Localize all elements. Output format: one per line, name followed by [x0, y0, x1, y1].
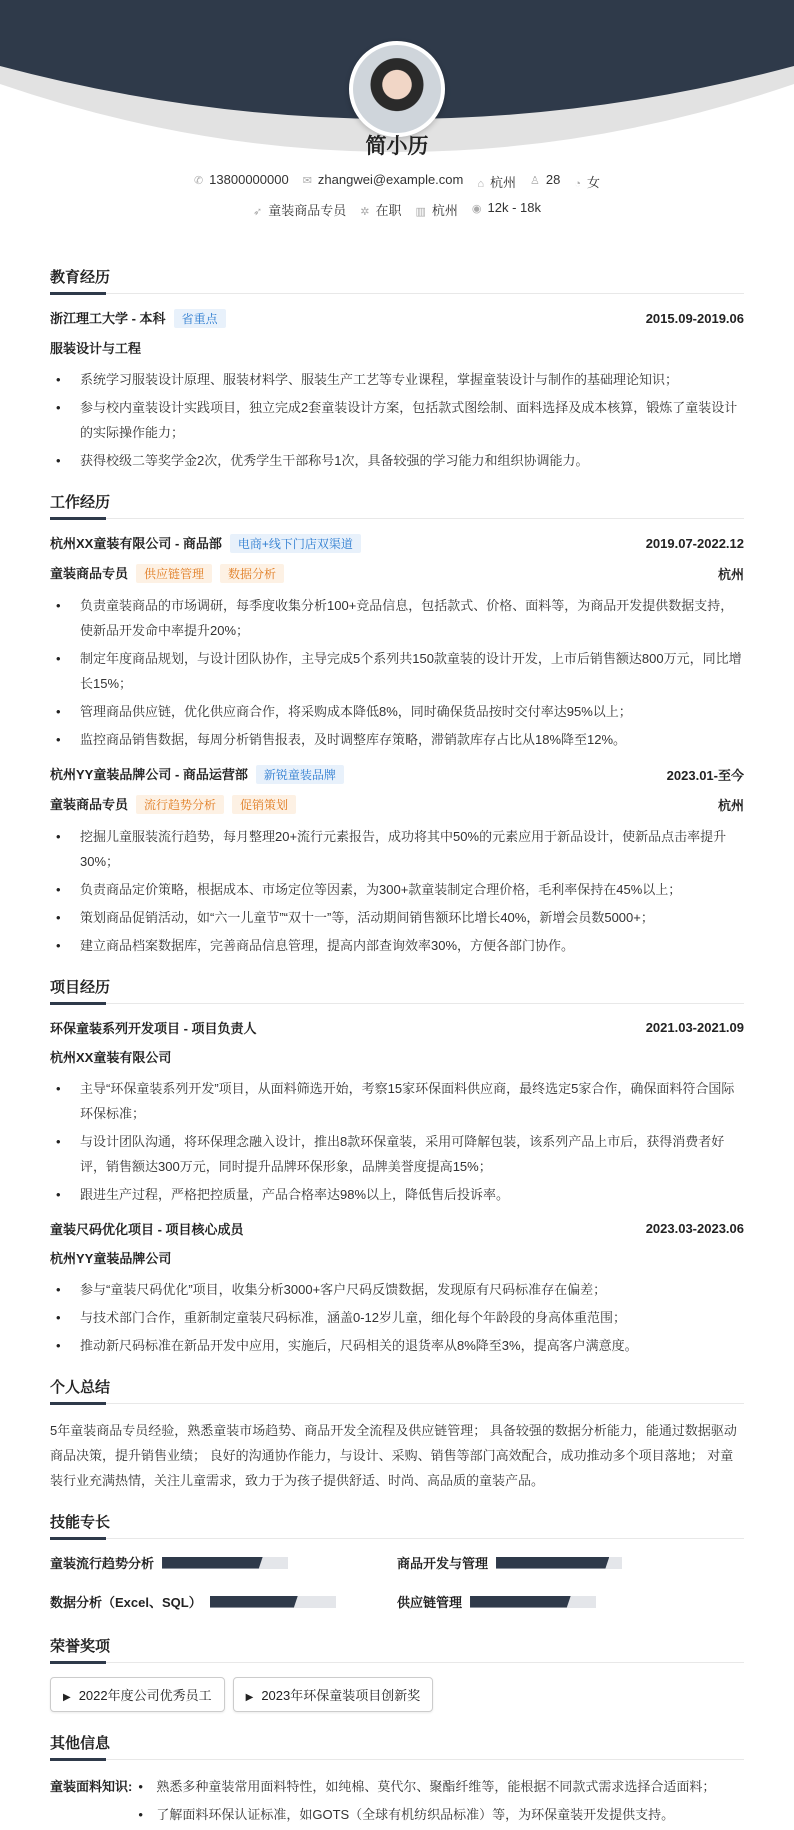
company: 杭州XX童装有限公司 - 商品部 — [50, 536, 222, 551]
gender: 女 — [587, 175, 601, 190]
project-entry — [50, 1219, 744, 1358]
summary-text: 5年童装商品专员经验，熟悉童装市场趋势、商品开发全流程及供应链管理； 具备较强的数据分析能力，能通过数据驱动商品决策，提升销售业绩； 良好的沟通协作能力，与设计、采购、销售等部门高效配合，成功推动多个项目落地； 对童装行业充满热情，关注儿童需求，致力于为孩子提供舒适、时尚、高品质的童装产品。 — [50, 1423, 737, 1488]
contact-row — [0, 172, 794, 191]
skill-item — [397, 1592, 744, 1611]
skill-bar-fill — [210, 1596, 298, 1608]
project-name: 环保童装系列开发项目 - 项目负责人 — [50, 1021, 257, 1036]
section-projects: 项目经历 — [50, 976, 744, 1004]
status-icon: ✲ — [360, 206, 370, 218]
section-other: 其他信息 — [50, 1732, 744, 1760]
list-item: • 策划商品促销活动，如“六一儿童节”“双十一”等，活动期间销售额环比增长40%，新增会员数5000+； — [50, 905, 744, 930]
skill-bar — [496, 1557, 622, 1569]
project-org: 杭州YY童装品牌公司 — [50, 1251, 172, 1266]
company-tag: 新锐童装品牌 — [256, 765, 344, 784]
status: 在职 — [375, 203, 402, 218]
skill-tag: 流行趋势分析 — [136, 795, 224, 814]
section-skills: 技能专长 — [50, 1511, 744, 1539]
list-item: • 参与“童装尺码优化”项目，收集分析3000+客户尺码反馈数据，发现原有尺码标准存在偏差； — [50, 1277, 744, 1302]
award-item: ▶ 2023年环保童装项目创新奖 — [233, 1677, 434, 1712]
age-icon: ♙ — [530, 175, 540, 187]
project-date: 2021.03-2021.09 — [645, 1020, 744, 1035]
age: 28 — [545, 172, 561, 187]
list-item: • 建立商品档案数据库，完善商品信息管理，提高内部查询效率30%，方便各部门协作。 — [50, 933, 744, 958]
job-entry — [50, 764, 744, 958]
job-entry — [50, 533, 744, 752]
gender-icon: ◔ — [574, 178, 582, 190]
list-item: • 监控商品销售数据，每周分析销售报表，及时调整库存策略，滞销款库存占比从18%降至12%。 — [50, 727, 744, 752]
skill-name: 商品开发与管理 — [397, 1556, 489, 1571]
skill-name: 数据分析（Excel、SQL） — [50, 1595, 202, 1610]
list-item: • 系统学习服装设计原理、服装材料学、服装生产工艺等专业课程，掌握童装设计与制作的基础理论知识； — [50, 367, 744, 392]
award-item: ▶ 2022年度公司优秀员工 — [50, 1677, 225, 1712]
section-summary: 个人总结 — [50, 1376, 744, 1404]
section-work: 工作经历 — [50, 491, 744, 519]
list-item: • 负责商品定价策略，根据成本、市场定位等因素，为300+款童装制定合理价格，毛利率保持在45%以上； — [50, 877, 744, 902]
city: 杭州 — [431, 203, 458, 218]
education-list — [50, 367, 744, 473]
job-city: 杭州 — [717, 566, 744, 582]
list-item: • 管理商品供应链，优化供应商合作，将采购成本降低8%，同时确保货品按时交付率达95%以上； — [50, 699, 744, 724]
skill-bar — [162, 1557, 288, 1569]
project-name: 童装尺码优化项目 - 项目核心成员 — [50, 1222, 244, 1237]
list-item: • 跟进生产过程，严格把控质量，产品合格率达98%以上，降低售后投诉率。 — [50, 1182, 744, 1207]
list-item: • 了解面料环保认证标准，如GOTS（全球有机纺织品标准）等，为环保童装开发提供支持。 — [132, 1802, 744, 1827]
send-icon: ➶ — [253, 206, 263, 218]
job-date: 2019.07-2022.12 — [645, 535, 744, 551]
location: 杭州 — [490, 175, 517, 190]
list-item: • 参与校内童装设计实践项目，独立完成2套童装设计方案，包括款式图绘制、面料选择及成本核算，锻炼了童装设计的实际操作能力； — [50, 395, 744, 445]
project-date: 2023.03-2023.06 — [645, 1221, 744, 1236]
section-education: 教育经历 — [50, 266, 744, 294]
list-item: • 与设计团队沟通，将环保理念融入设计，推出8款环保童装，采用可降解包装，该系列产品上市后，获得消费者好评，销售额达300万元，同时提升品牌环保形象，品牌美誉度提高15%； — [50, 1129, 744, 1179]
other-list — [132, 1774, 744, 1830]
job-intent-row — [0, 200, 794, 219]
list-item: • 挖掘儿童服装流行趋势，每月整理20+流行元素报告，成功将其中50%的元素应用于新品设计，使新品点击率提升30%； — [50, 824, 744, 874]
email: zhangwei@example.com — [317, 172, 464, 187]
list-item: • 获得校级二等奖学金2次，优秀学生干部称号1次，具备较强的学习能力和组织协调能力。 — [50, 448, 744, 473]
list-item: • 负责童装商品的市场调研，每季度收集分析100+竞品信息，包括款式、价格、面料等，为商品开发提供数据支持，使新品开发命中率提升20%； — [50, 593, 744, 643]
job-city: 杭州 — [717, 797, 744, 813]
school-tag: 省重点 — [174, 309, 226, 328]
skill-tag: 供应链管理 — [136, 564, 212, 583]
list-item: • 熟悉多种童装常用面料特性，如纯棉、莫代尔、聚酯纤维等，能根据不同款式需求选择合适面料； — [132, 1774, 744, 1799]
job-role: 童装商品专员 — [50, 797, 129, 812]
skill-item — [50, 1592, 397, 1611]
skill-bar-fill — [470, 1596, 571, 1608]
list-item: • 主导“环保童装系列开发”项目，从面料筛选开始，考察15家环保面料供应商，最终选定5家合作，确保面料符合国际环保标准； — [50, 1076, 744, 1126]
home-icon: ⌂ — [477, 178, 485, 190]
list-item: • 推动新尺码标准在新品开发中应用，实施后，尺码相关的退货率从8%降至3%，提高客户满意度。 — [50, 1333, 744, 1358]
school: 浙江理工大学 - 本科 — [50, 311, 166, 326]
phone: 13800000000 — [209, 172, 289, 187]
skill-item — [50, 1553, 397, 1572]
project-entry — [50, 1018, 744, 1207]
skill-name: 童装流行趋势分析 — [50, 1556, 155, 1571]
job-role: 童装商品专员 — [50, 566, 129, 581]
skill-tag: 促销策划 — [232, 795, 296, 814]
skill-tag: 数据分析 — [220, 564, 284, 583]
list-item: • 制定年度商品规划，与设计团队协作，主导完成5个系列共150款童装的设计开发，上市后销售额达800万元，同比增长15%； — [50, 646, 744, 696]
skill-bar — [210, 1596, 336, 1608]
salary-icon: ◉ — [471, 203, 482, 215]
section-awards: 荣誉奖项 — [50, 1635, 744, 1663]
skill-name: 供应链管理 — [397, 1595, 463, 1610]
skill-bar-fill — [496, 1557, 609, 1569]
salary: 12k - 18k — [487, 200, 541, 215]
candidate-name: 简小历 — [365, 135, 429, 158]
skill-item — [397, 1553, 744, 1572]
company: 杭州YY童装品牌公司 - 商品运营部 — [50, 767, 248, 782]
skill-bar — [470, 1596, 596, 1608]
edu-date: 2015.09-2019.06 — [645, 310, 744, 326]
phone-icon: ✆ — [193, 175, 204, 187]
project-org: 杭州XX童装有限公司 — [50, 1050, 172, 1065]
list-item: • 与技术部门合作，重新制定童装尺码标准，涵盖0-12岁儿童，细化每个年龄段的身高体重范围； — [50, 1305, 744, 1330]
major: 服装设计与工程 — [50, 341, 142, 356]
skill-bar-fill — [162, 1557, 263, 1569]
avatar — [349, 41, 445, 137]
company-tag: 电商+线下门店双渠道 — [230, 534, 361, 553]
mail-icon: ✉ — [302, 175, 312, 187]
building-icon: ▥ — [415, 206, 426, 218]
job-date: 2023.01-至今 — [666, 767, 744, 783]
position: 童装商品专员 — [268, 203, 347, 218]
other-label: 童装面料知识: — [50, 1779, 133, 1794]
